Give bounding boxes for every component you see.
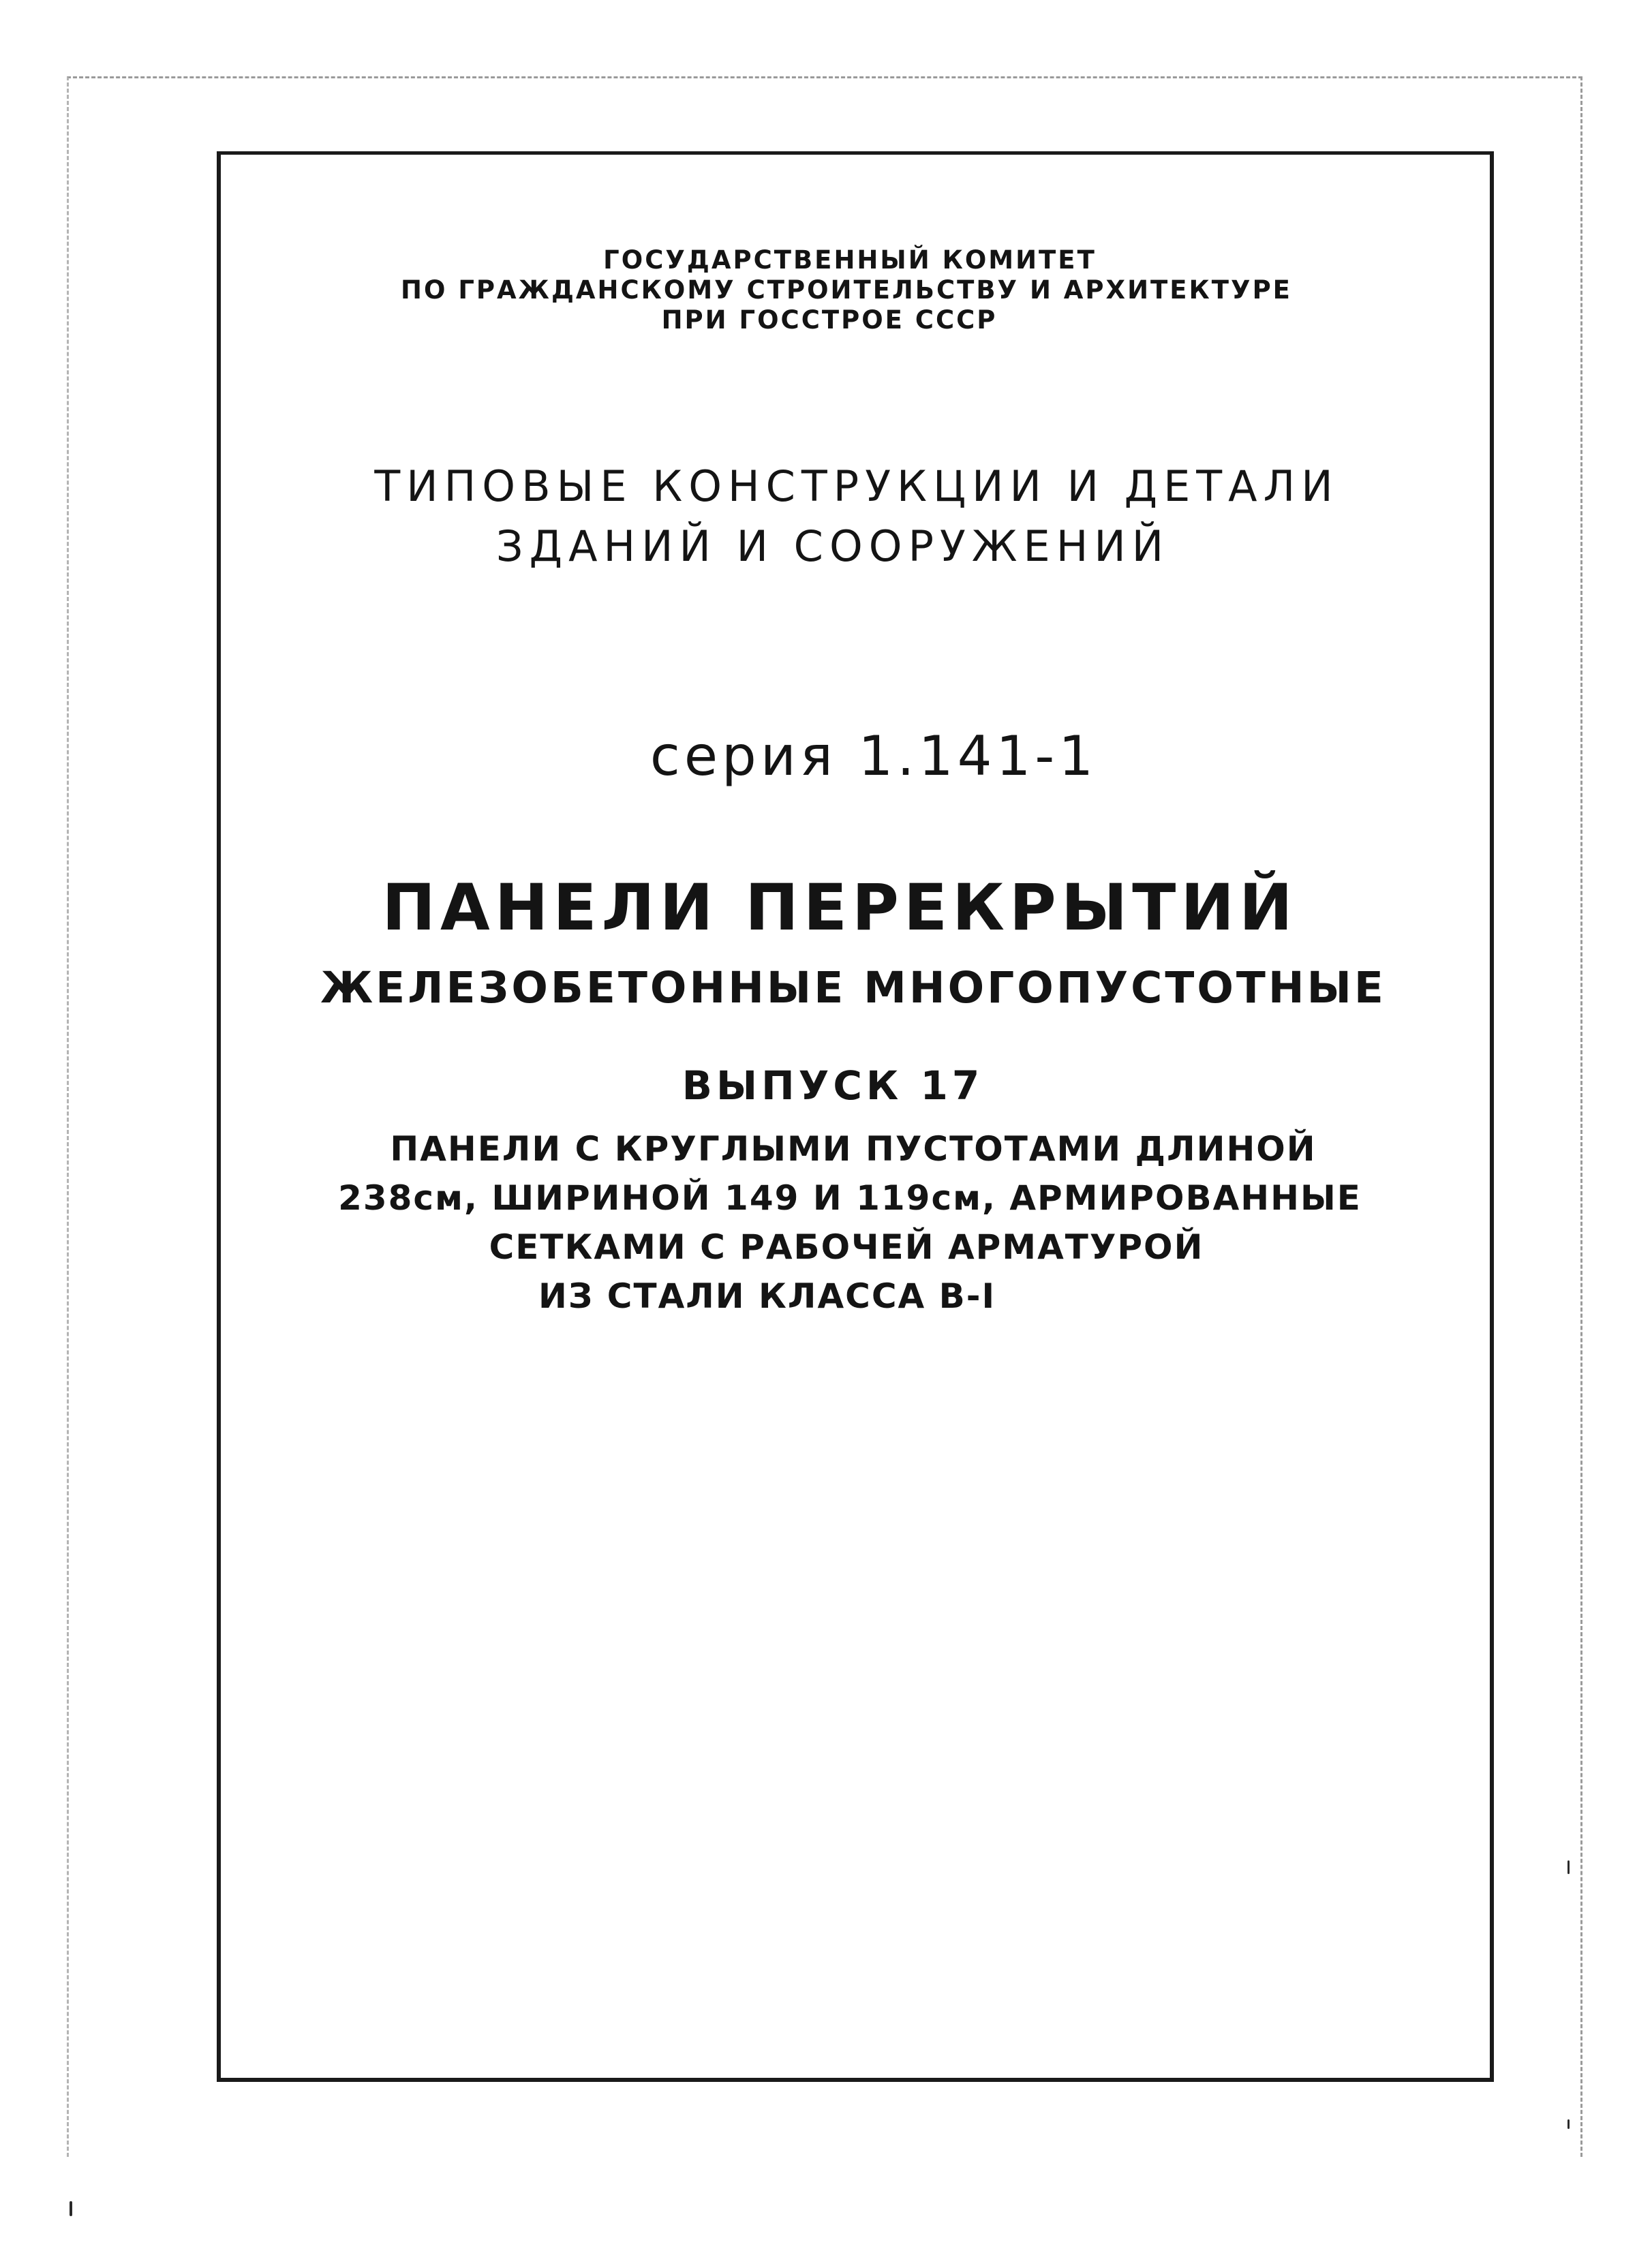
description-line-1: ПАНЕЛИ С КРУГЛЫМИ ПУСТОТАМИ ДЛИНОЙ xyxy=(390,1129,1317,1169)
description-line-2: 238см, ШИРИНОЙ 149 И 119см, АРМИРОВАННЫЕ xyxy=(338,1178,1362,1218)
issue-number: ВЫПУСК 17 xyxy=(682,1062,984,1109)
agency-line-3: ПРИ ГОССТРОЕ СССР xyxy=(661,305,998,335)
scan-speck xyxy=(1567,2119,1570,2129)
description-line-4: ИЗ СТАЛИ КЛАССА В-I xyxy=(538,1276,996,1316)
series-heading xyxy=(0,457,1652,577)
description-line-3: СЕТКАМИ С РАБОЧЕЙ АРМАТУРОЙ xyxy=(489,1227,1204,1267)
series-number: серия 1.141-1 xyxy=(649,724,1098,788)
product-subtitle: ЖЕЛЕЗОБЕТОННЫЕ МНОГОПУСТОТНЫЕ xyxy=(320,963,1386,1013)
series-heading-line-2: ЗДАНИЙ И СООРУЖЕНИЙ xyxy=(495,521,1170,571)
scan-speck xyxy=(1567,1860,1570,1874)
product-title: ПАНЕЛИ ПЕРЕКРЫТИЙ xyxy=(382,871,1298,945)
scan-speck xyxy=(70,2201,72,2216)
issue-description xyxy=(0,1124,1652,1321)
agency-line-1: ГОСУДАРСТВЕННЫЙ КОМИТЕТ xyxy=(603,245,1097,275)
series-heading-line-1: ТИПОВЫЕ КОНСТРУКЦИИ И ДЕТАЛИ xyxy=(374,461,1339,511)
title-frame xyxy=(217,151,1494,2082)
issuing-agency xyxy=(0,245,1652,335)
agency-line-2: ПО ГРАЖДАНСКОМУ СТРОИТЕЛЬСТВУ И АРХИТЕКТУРЕ xyxy=(401,275,1292,305)
